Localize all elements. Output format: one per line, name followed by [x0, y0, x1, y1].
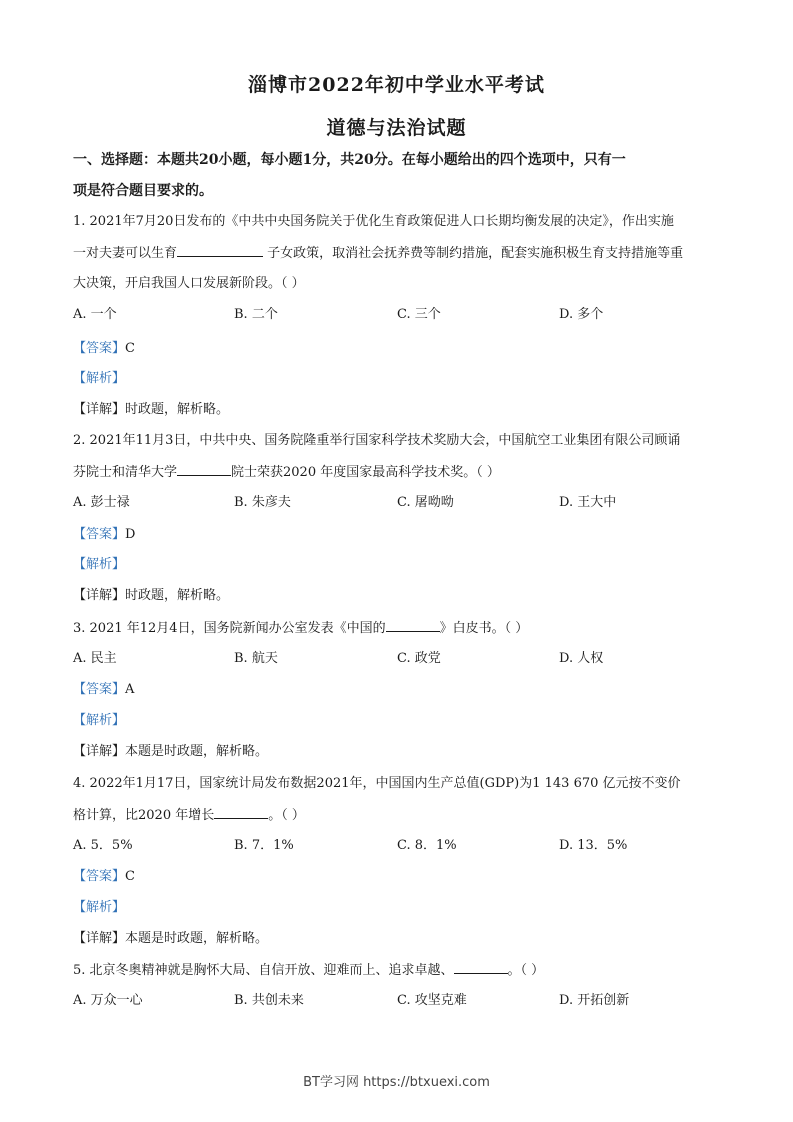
q3-answer-value: A — [125, 682, 135, 697]
section-heading-line2: 项是符合题目要求的。 — [73, 183, 213, 199]
q2-answer-value: D — [125, 527, 136, 542]
q3-option-d: D. 人权 — [559, 651, 604, 666]
q1-text-line2 — [73, 243, 723, 264]
q2-analysis-label: 【解析】 — [73, 557, 126, 572]
q3-option-a: A. 民主 — [73, 651, 117, 666]
q1-option-c: C. 三个 — [397, 307, 441, 322]
q3-text-part-a: 3. 2021 年12月4日，国务院新闻办公室发表《中国的 — [73, 621, 386, 636]
q4-option-b: B. 7．1% — [234, 838, 294, 853]
q2-text-line2-part-b: 院士荣获2020 年度国家最高科学技术奖。（ ） — [231, 465, 500, 480]
q1-detail — [73, 400, 723, 420]
q5-option-c: C. 攻坚克难 — [397, 993, 467, 1008]
q4-option-a: A. 5．5% — [73, 838, 133, 853]
q4-option-d: D. 13．5% — [559, 838, 628, 853]
q2-text-line1: 2. 2021年11月3日，中共中央、国务院隆重举行国家科学技术奖励大会，中国航空工业集团有限公司顾诵 — [73, 433, 681, 448]
q5-option-b: B. 共创未来 — [234, 993, 304, 1008]
q4-text-line1: 4. 2022年1月17日，国家统计局发布数据2021年，中国国内生产总值(GDP)为1 143 670 亿元按不变价 — [73, 776, 681, 791]
answer-label: 【答案】 — [73, 341, 126, 356]
q1-analysis-label: 【解析】 — [73, 371, 126, 386]
q1-text-line2-part-b: 子女政策，取消社会抚养费等制约措施，配套实施积极生育支持措施等重 — [263, 246, 684, 261]
detail-label: 【详解】 — [73, 744, 126, 759]
q4-answer-value: C — [125, 869, 135, 884]
detail-label: 【详解】 — [73, 588, 126, 603]
q1-option-d: D. 多个 — [559, 307, 604, 322]
q3-analysis-label: 【解析】 — [73, 713, 126, 728]
q1-blank — [177, 243, 263, 257]
q4-analysis-label: 【解析】 — [73, 900, 126, 915]
q1-answer-value: C — [125, 341, 135, 356]
answer-label: 【答案】 — [73, 682, 126, 697]
detail-label: 【详解】 — [73, 402, 126, 417]
q4-text-line2-part-b: 。（ ） — [268, 808, 305, 823]
q1-detail-text: 时政题，解析略。 — [125, 402, 230, 417]
answer-label: 【答案】 — [73, 527, 126, 542]
answer-label: 【答案】 — [73, 869, 126, 884]
q5-text-line1 — [73, 960, 723, 981]
q2-detail-text: 时政题，解析略。 — [125, 588, 230, 603]
q3-blank — [386, 618, 440, 632]
q2-option-c: C. 屠呦呦 — [397, 495, 454, 510]
q3-option-b: B. 航天 — [234, 651, 278, 666]
exam-title: 淄博市2022年初中学业水平考试 — [248, 74, 545, 96]
q4-detail — [73, 929, 723, 949]
q3-detail-text: 本题是时政题，解析略。 — [125, 744, 269, 759]
q5-text-part-b: 。（ ） — [507, 963, 545, 978]
q3-text-part-b: 》白皮书。（ ） — [439, 621, 529, 636]
q4-text-line2-part-a: 格计算，比2020 年增长 — [73, 808, 215, 823]
q1-option-a: A. 一个 — [73, 307, 117, 322]
q2-option-a: A. 彭士禄 — [73, 495, 130, 510]
q3-detail — [73, 742, 723, 762]
q4-option-c: C. 8．1% — [397, 838, 457, 853]
q1-text-line3: 大决策，开启我国人口发展新阶段。（ ） — [73, 276, 305, 291]
q1-text-line2-part-a: 一对夫妻可以生育 — [73, 246, 178, 261]
q4-text-line2 — [73, 805, 723, 826]
q5-option-d: D. 开拓创新 — [559, 993, 630, 1008]
exam-subject: 道德与法治试题 — [326, 117, 467, 139]
q1-answer — [73, 339, 723, 359]
section-heading-line1: 一、选择题：本题共20小题，每小题1分，共20分。在每小题给出的四个选项中，只有一 — [73, 152, 626, 168]
q2-text-line2-part-a: 芬院士和清华大学 — [73, 465, 178, 480]
detail-label: 【详解】 — [73, 931, 126, 946]
q4-detail-text: 本题是时政题，解析略。 — [125, 931, 269, 946]
q4-blank — [214, 805, 268, 819]
q3-option-c: C. 政党 — [397, 651, 441, 666]
q3-answer — [73, 680, 723, 700]
q2-answer — [73, 525, 723, 545]
q3-text-line1 — [73, 618, 723, 639]
q2-option-b: B. 朱彦夫 — [234, 495, 291, 510]
q5-option-a: A. 万众一心 — [73, 993, 143, 1008]
footer-watermark: BT学习网 https://btxuexi.com — [303, 1075, 490, 1090]
q2-detail — [73, 586, 723, 606]
q2-blank — [177, 462, 231, 476]
q2-text-line2 — [73, 462, 723, 483]
q5-blank — [454, 960, 508, 974]
q1-option-b: B. 二个 — [234, 307, 278, 322]
q4-answer — [73, 867, 723, 887]
q5-text-part-a: 5. 北京冬奥精神就是胸怀大局、自信开放、迎难而上、追求卓越、 — [73, 963, 454, 978]
q2-option-d: D. 王大中 — [559, 495, 617, 510]
q1-text-line1: 1. 2021年7月20日发布的《中共中央国务院关于优化生育政策促进人口长期均衡发展的决定》，作出实施 — [73, 214, 674, 229]
